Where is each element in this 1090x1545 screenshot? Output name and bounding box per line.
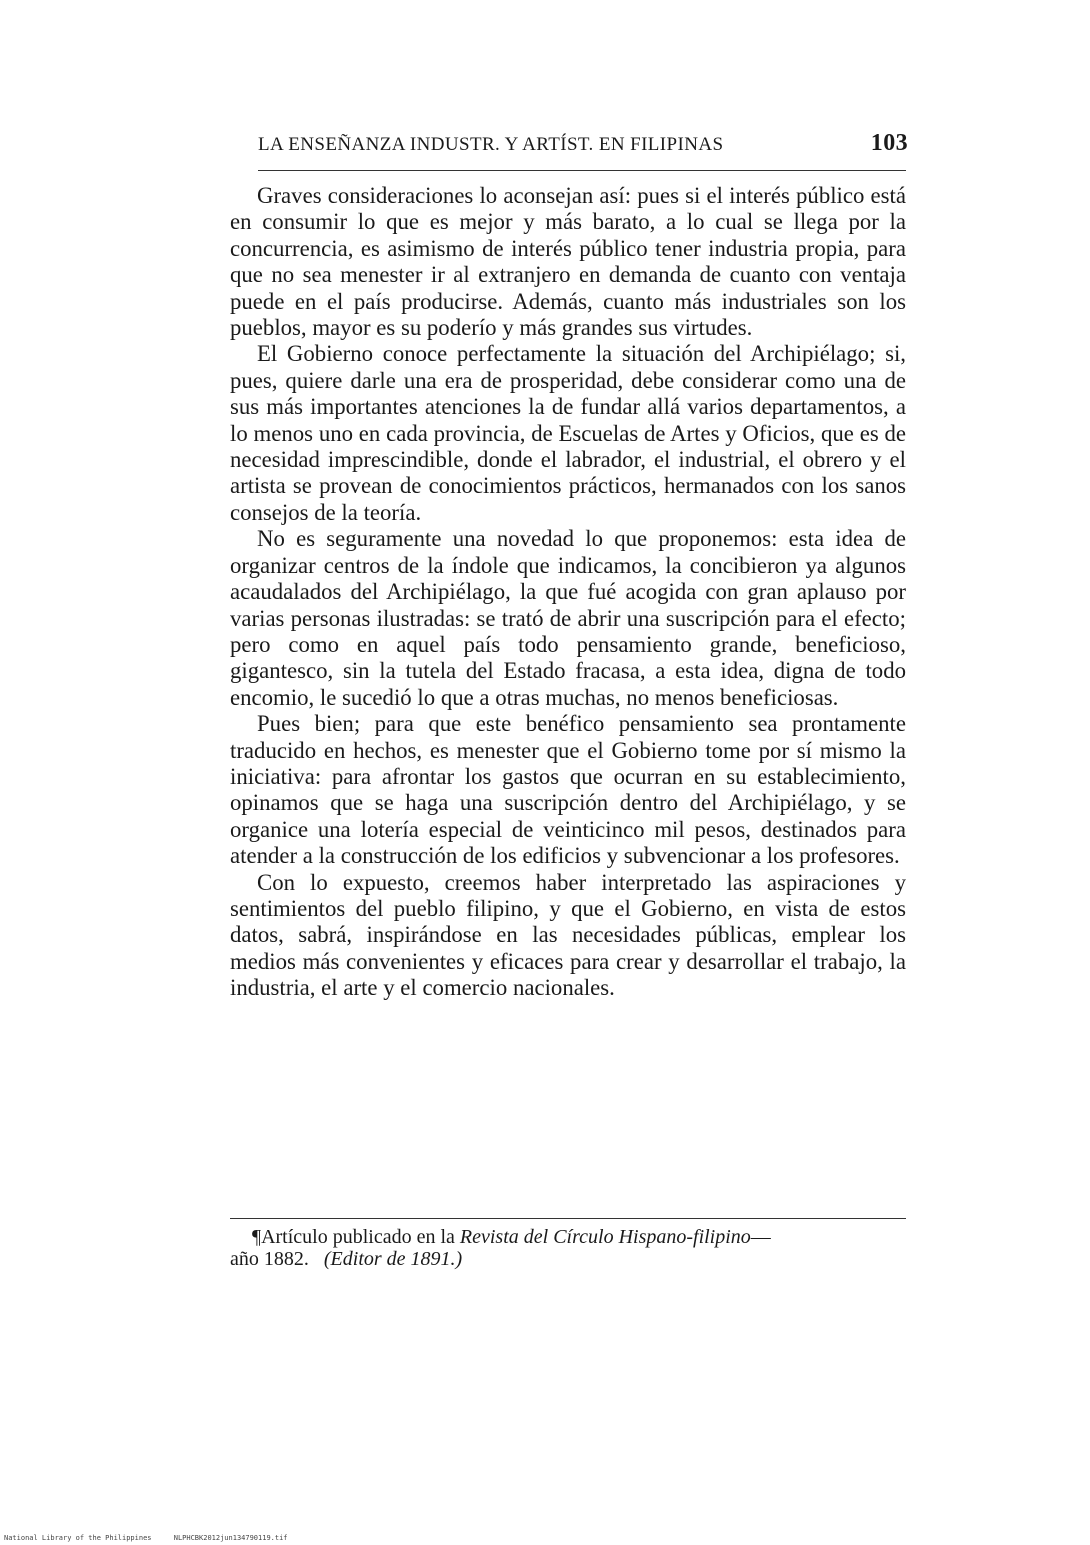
footnote-journal: Revista del Círculo Hispano-filipino — [459, 1226, 751, 1248]
scan-credit — [4, 1534, 306, 1542]
footnote-year: año 1882. — [230, 1248, 309, 1270]
paragraph: No es seguramente una novedad lo que proponemos: esta idea de organizar centros de la índole que indicamos, la concibieron ya algunos acaudalados del Archipiélago, la que fué acogida con gran aplauso por varias personas ilustradas: se trató de abrir una suscripción para el efecto; pero como en aquel país todo pensamiento grande, beneficioso, gigantesco, sin la tutela del Estado fracasa, a esta idea, digna de todo encomio, le sucedió lo que a otras muchas, no menos beneficiosas. — [230, 526, 906, 710]
header-rule — [258, 170, 906, 171]
running-title: LA ENSEÑANZA INDUSTR. Y ARTÍST. EN FILIPINAS — [258, 134, 724, 155]
scan-library: National Library of the Philippines — [4, 1534, 152, 1542]
footnote-line-1 — [230, 1226, 906, 1248]
footnote-mark: ¶ — [252, 1226, 262, 1248]
running-head — [258, 130, 908, 166]
footnote-rule — [230, 1218, 906, 1219]
paragraph: Graves consideraciones lo aconsejan así: pues si el interés público está en consumir lo que es mejor y más barato, a lo cual se llega por la concurrencia, es asimismo de interés público tener industria propia, para que no sea menester ir al extranjero en demanda de cuanto con ventaja puede en el país producirse. Además, cuanto más industriales son los pueblos, mayor es su poderío y más grandes sus virtudes. — [230, 183, 906, 341]
footnote-dash: — — [750, 1226, 771, 1248]
footnote-line-2 — [230, 1248, 906, 1270]
footnote-editor-note: (Editor de 1891.) — [323, 1248, 463, 1270]
paragraph: Con lo expuesto, creemos haber interpretado las aspiraciones y sentimientos del pueblo filipino, y que el Gobierno, en vista de estos datos, sabrá, inspirándose en las necesidades públicas, emplear los medios más convenientes y eficaces para crear y desarrollar el trabajo, la industria, el arte y el comercio nacionales. — [230, 869, 906, 1001]
body-text — [230, 183, 906, 1002]
page-number: 103 — [870, 130, 908, 156]
footnote — [230, 1226, 906, 1270]
paragraph: El Gobierno conoce perfectamente la situación del Archipiélago; si, pues, quiere darle una era de prosperidad, debe considerar como una de sus más importantes atenciones la de fundar allá varios departamentos, a lo menos uno en cada provincia, de Escuelas de Artes y Oficios, que es de necesidad imprescindible, donde el labrador, el industrial, el obrero y el artista se provean de conocimientos prácticos, hermanados con los sanos consejos de la teoría. — [230, 341, 906, 525]
paragraph: Pues bien; para que este benéfico pensamiento sea prontamente traducido en hechos, es menester que el Gobierno tome por sí mismo la iniciativa: para afrontar los gastos que ocurran en su establecimiento, opinamos que se haga una suscripción dentro del Archipiélago, y se organice una lotería especial de veinticinco mil pesos, destinados para atender a la construcción de los edificios y subvencionar a los profesores. — [230, 711, 906, 869]
footnote-text: Artículo publicado en la — [261, 1226, 460, 1248]
scan-file-id: NLPHCBK2012jun134790119.tif — [173, 1534, 288, 1542]
